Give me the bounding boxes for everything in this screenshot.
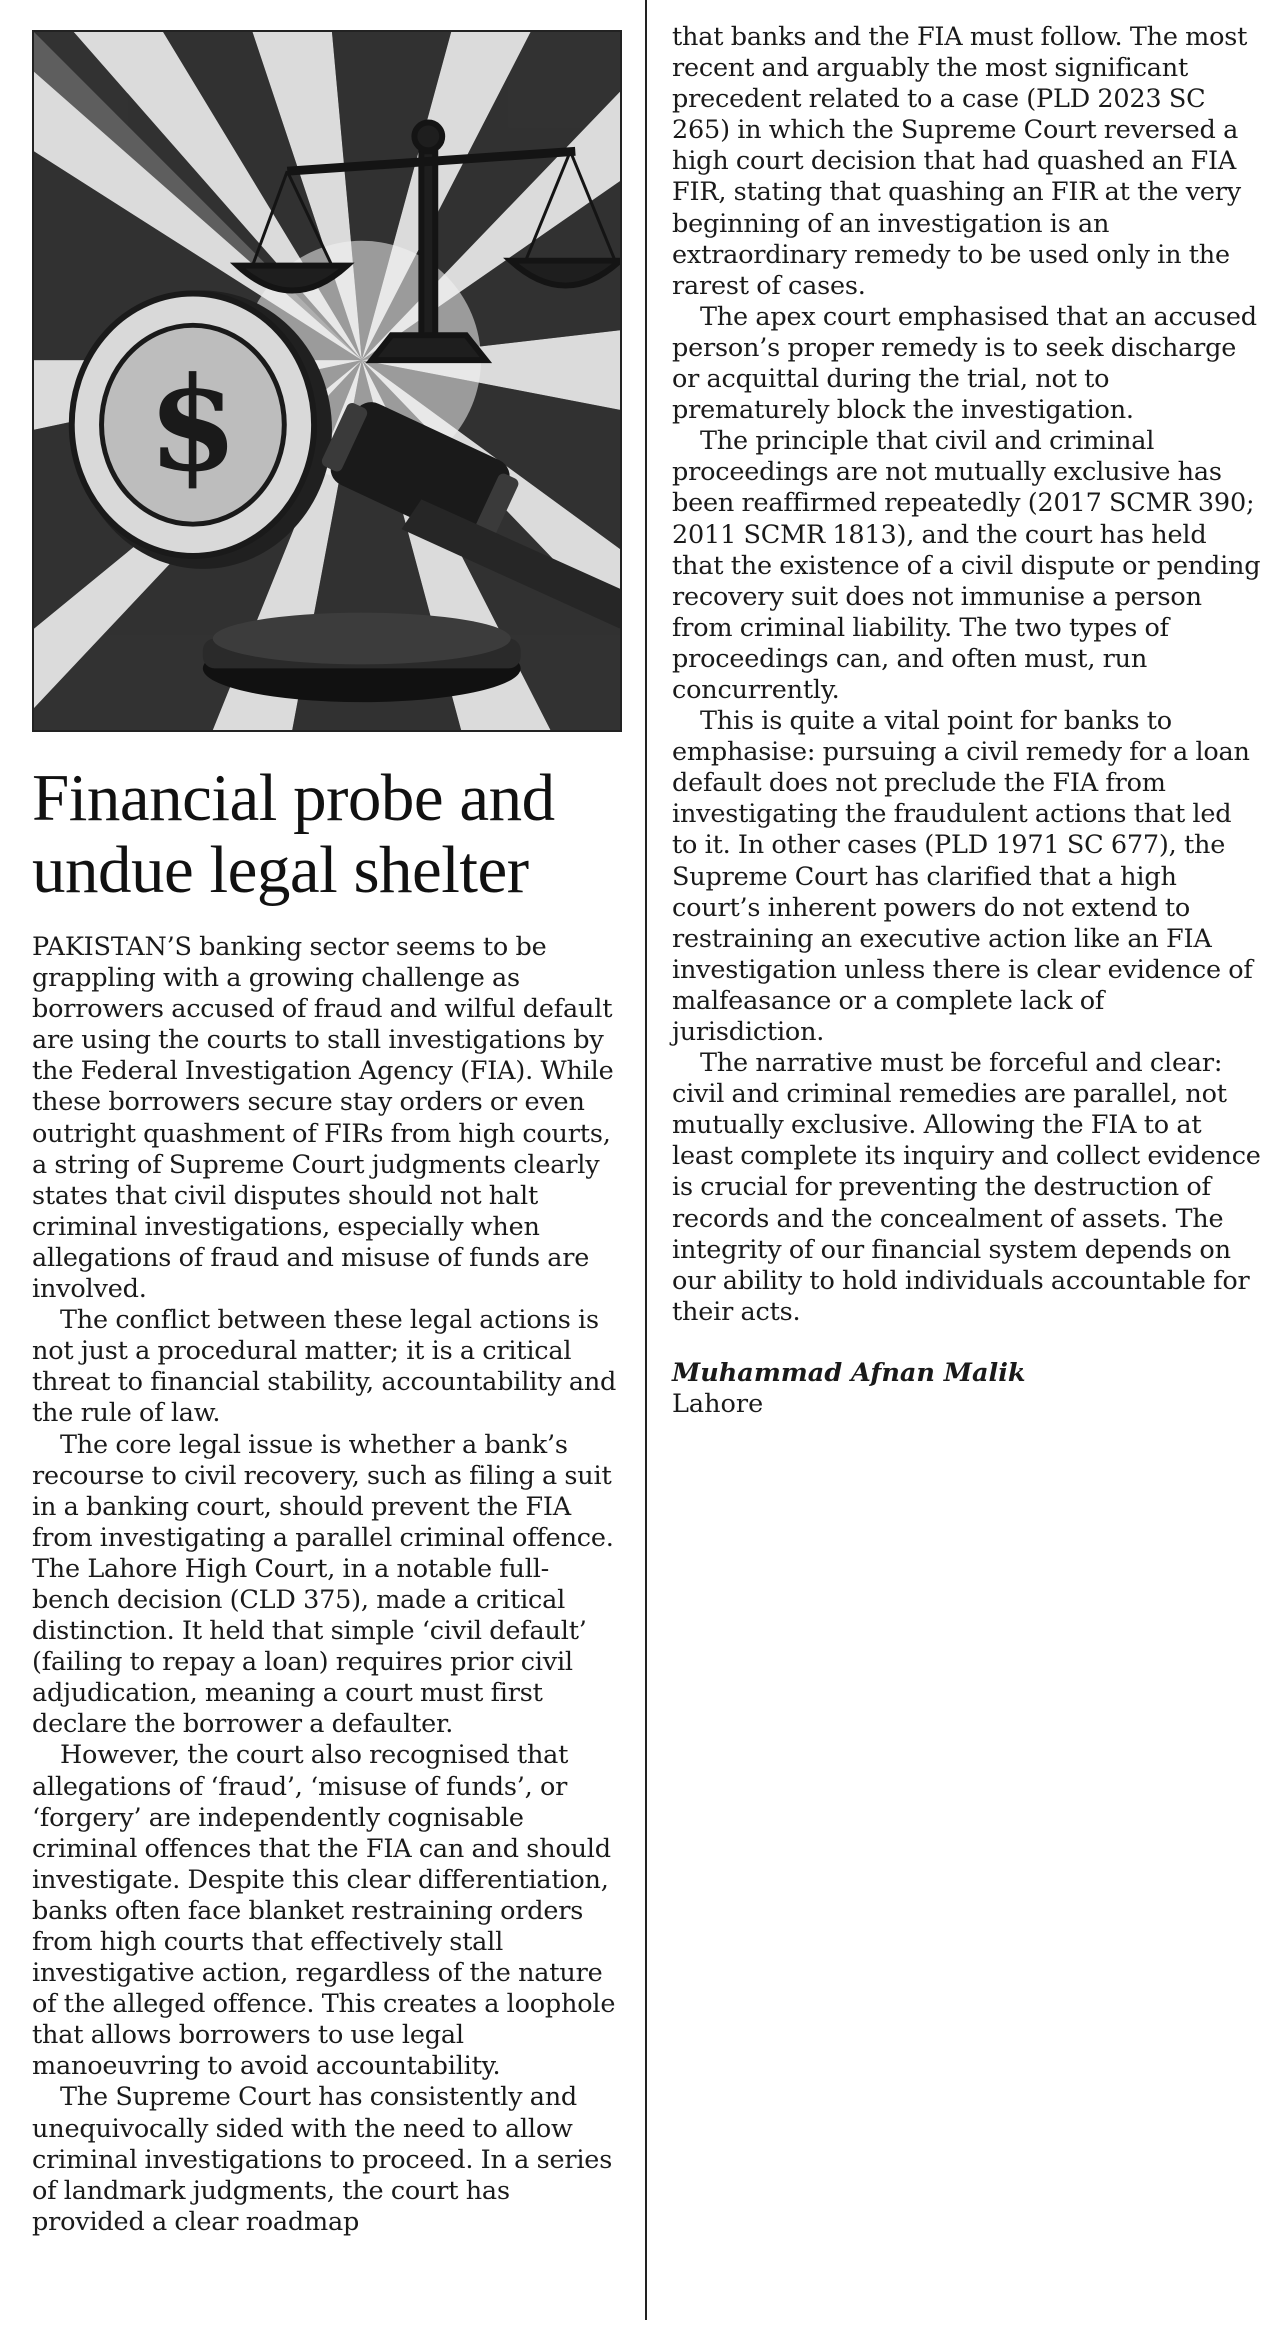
left-body-text	[32, 932, 622, 2238]
paragraph: The narrative must be forceful and clear: civil and criminal remedies are parallel, not mutually exclusive. Allowing the FIA to at least complete its inquiry and collect evidence is crucial for preventing the destruction of records and the concealment of assets. The integrity of our financial system depends on our ability to hold individuals accountable for their acts.	[672, 1048, 1261, 1327]
column-divider	[645, 0, 647, 2320]
article-illustration	[32, 30, 622, 732]
paragraph: The principle that civil and criminal proceedings are not mutually exclusive has been reaffirmed repeatedly (2017 SCMR 390; 2011 SCMR 1813), and the court has held that the existence of a civil dispute or pending recovery suit does not immunise a person from criminal liability. The two types of proceedings can, and often must, run concurrently.	[672, 426, 1261, 705]
paragraph: The Supreme Court has consistently and unequivocally sided with the need to allow criminal investigations to proceed. In a series of landmark judgments, the court has provided a clear roadmap	[32, 2082, 613, 2237]
signature	[672, 1358, 1262, 1420]
right-body-text	[672, 22, 1262, 1328]
svg-text:$: $	[147, 349, 238, 501]
paragraph: PAKISTAN’S banking sector seems to be grappling with a growing challenge as borrowers accused of fraud and wilful default are using the courts to stall investigations by the Federal Investigation Agency (FIA). While these borrowers secure stay orders or even outright quashment of FIRs from high courts, a string of Supreme Court judgments clearly states that civil disputes should not halt criminal investigations, especially when allegations of fraud and misuse of funds are involved.	[32, 932, 614, 1305]
dollar-coin-icon	[72, 291, 332, 569]
headline: Financial probe and undue legal shelter	[32, 761, 555, 907]
right-column	[672, 22, 1262, 1420]
left-column	[32, 30, 622, 2238]
paragraph: The apex court emphasised that an accused person’s proper remedy is to seek discharge or acquittal during the trial, not to prematurely block the investigation.	[672, 301, 1257, 426]
paragraph: The core legal issue is whether a bank’s recourse to civil recovery, such as filing a suit in a banking court, should prevent the FIA from investigating a parallel criminal offence. The Lahore High Court, in a notable full-bench decision (CLD 375), made a critical distinction. It held that simple ‘civil default’ (failing to repay a loan) requires prior civil adjudication, meaning a court must first declare the borrower a defaulter.	[32, 1429, 614, 1740]
paragraph: The conflict between these legal actions is not just a procedural matter; it is a critical threat to financial stability, accountability and the rule of law.	[32, 1305, 617, 1429]
paragraph: However, the court also recognised that allegations of ‘fraud’, ‘misuse of funds’, or ‘forgery’ are independently cognisable criminal offences that the FIA can and should investigate. Despite this clear differentiation, banks often face blanket restraining orders from high courts that effectively stall investigative action, regardless of the nature of the alleged offence. This creates a loophole that allows borrowers to use legal manoeuvring to avoid accountability.	[32, 1740, 616, 2082]
author-name: Muhammad Afnan Malik	[672, 1357, 1026, 1388]
paragraph: This is quite a vital point for banks to emphasise: pursuing a civil remedy for a loan default does not preclude the FIA from investigating the fraudulent actions that led to it. In other cases (PLD 1971 SC 677), the Supreme Court has clarified that a high court’s inherent powers do not extend to restraining an executive action like an FIA investigation unless there is clear evidence of malfeasance or a complete lack of jurisdiction.	[672, 706, 1253, 1047]
paragraph: that banks and the FIA must follow. The most recent and arguably the most significant precedent related to a case (PLD 2023 SC 265) in which the Supreme Court reversed a high court decision that had quashed an FIA FIR, stating that quashing an FIR at the very beginning of an investigation is an extraordinary remedy to be used only in the rarest of cases.	[672, 22, 1248, 301]
author-city: Lahore	[672, 1388, 764, 1419]
